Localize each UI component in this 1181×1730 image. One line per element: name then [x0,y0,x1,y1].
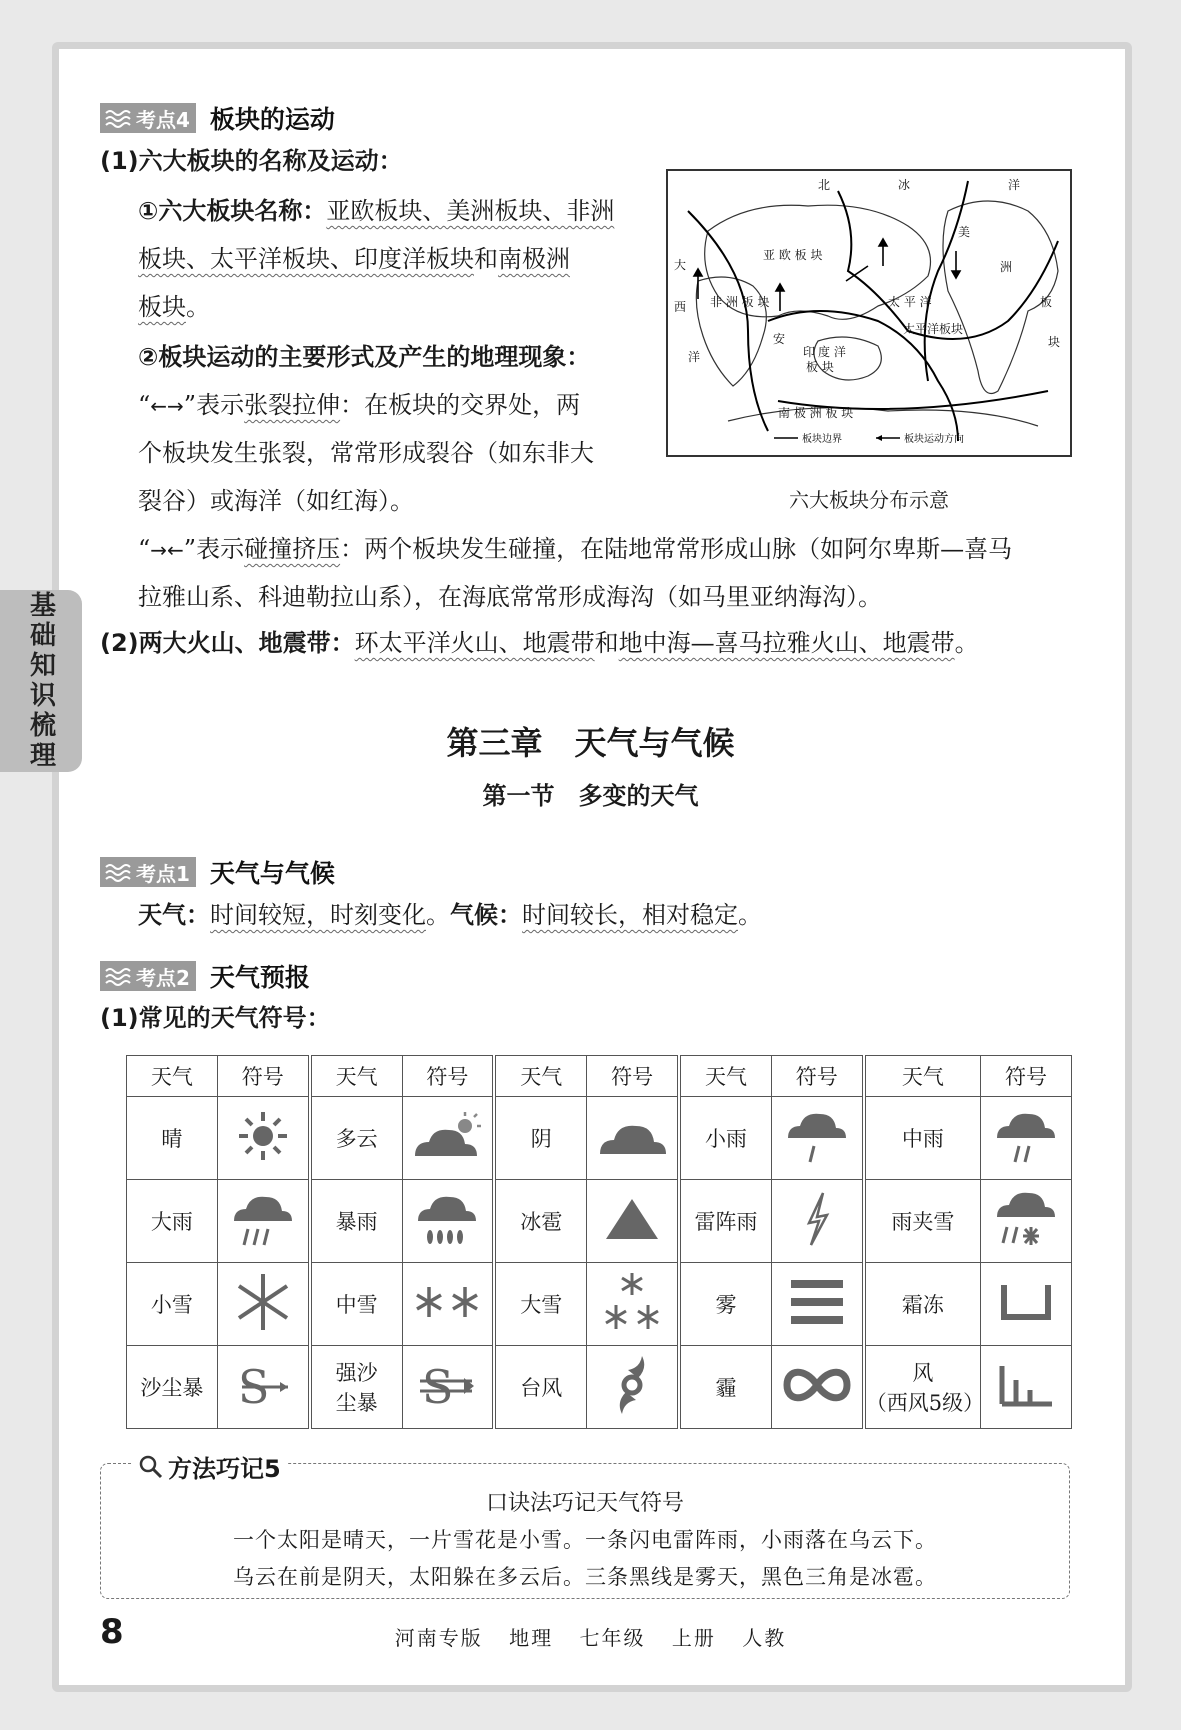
svg-text:S: S [237,1359,270,1414]
sunny-icon [217,1097,309,1180]
wind-icon [981,1346,1072,1429]
q2-line: (2)两大火山、地震带：环太平洋火山、地震带和地中海—喜马拉雅火山、地震带。 [100,629,979,657]
collide-line-1: “→←”表示碰撞挤压：两个板块发生碰撞，在陆地常常形成山脉（如阿尔卑斯—喜马 [138,535,1013,563]
map-label-africa: 非 洲 板 块 [710,295,770,309]
typhoon-icon [587,1346,679,1429]
map-label-du: 度 洋 [818,345,846,359]
section4-header [100,100,335,136]
chapter-title: 第三章 天气与气候 [446,724,735,762]
map-label-eurasia: 亚 欧 板 块 [763,248,823,262]
sidebar-tab[interactable]: 基础知识梳理 [0,590,82,772]
weather-climate-line: 天气：时间较短，时刻变化。气候：时间较长，相对稳定。 [138,901,762,929]
map-label-da: 大 [674,258,687,272]
collide-line-2: 拉雅山系、科迪勒拉山系），在海底常常形成海沟（如马里亚纳海沟）。 [138,583,882,611]
overcast-icon [587,1097,679,1180]
map-label-yin: 印 [803,345,816,359]
rift-line-3: 裂谷）或海洋（如红海）。 [138,487,414,515]
page-number: 8 [100,1612,124,1652]
thunderstorm-icon [771,1180,863,1263]
map-label-ice: 冰 [898,178,911,192]
plate-motion-heading: ②板块运动的主要形式及产生的地理现象： [138,343,591,371]
moderate-snow-icon [402,1263,494,1346]
plates-line-3: 板块。 [138,293,210,321]
map-label-pacific-a: 太 平 洋 [888,295,932,309]
section4-badge: 考点4 [100,103,196,133]
diverge-arrows-icon: ←→ [150,394,184,418]
table-row: 沙尘暴 S 强沙 尘暴 S 台风 霾 风 （西风5级） [127,1346,1072,1429]
footer: 河南专版 地理 七年级 上册 人教 [394,1626,787,1650]
map-label-an: 安 [773,332,786,346]
weather-symbols-label: (1)常见的天气符号： [100,1004,331,1032]
table-row: 小雪 中雪 大雪 雾 霜冻 [127,1263,1072,1346]
light-rain-icon [771,1097,863,1180]
magnifier-icon [138,1454,164,1480]
table-row: 晴 多云 阴 小雨 中雨 [127,1097,1072,1180]
waves-icon [104,108,132,128]
hail-icon [587,1180,679,1263]
method-line-2: 乌云在前是阴天，太阳躲在多云后。三条黑线是雾天，黑色三角是冰雹。 [233,1565,937,1589]
map-label-yang: 洋 [688,350,701,364]
map-legend-boundary: 板块边界 [802,434,842,445]
heavy-snow-icon [587,1263,679,1346]
converge-arrows-icon: →← [150,538,184,562]
section-title: 第一节 多变的天气 [482,782,699,810]
table-header-row: 天气 符号 天气 符号 天气 符号 天气 符号 天气 符号 [127,1056,1072,1097]
map-label-kuai: 块 [1048,335,1061,349]
haze-icon [771,1346,863,1429]
severe-sandstorm-icon [402,1346,494,1429]
waves-icon [104,966,132,986]
q1-label: (1)六大板块的名称及运动： [100,147,403,175]
plates-line-1: ①六大板块名称：亚欧板块、美洲板块、非洲 [138,197,615,225]
section4-title: 板块的运动 [209,105,335,134]
waves-icon [104,862,132,882]
map-label-yd-plate: 板 块 [806,360,834,374]
map-legend-motion: 板块运动方向 [904,434,964,445]
cloudy-icon [402,1097,494,1180]
heavy-rain-icon [217,1180,309,1263]
map-label-north: 北 [818,178,831,192]
section2-header [100,958,310,994]
section2-title: 天气预报 [209,963,310,992]
section1-header [100,854,335,890]
frost-icon [981,1263,1072,1346]
fog-icon [771,1263,863,1346]
method-subtitle: 口诀法巧记天气符号 [485,1491,684,1516]
map-caption: 六大板块分布示意 [789,488,949,512]
section1-badge: 考点1 [100,857,196,887]
svg-text:S: S [422,1359,454,1414]
weather-symbol-table [126,1055,1072,1429]
section1-title: 天气与气候 [209,859,335,888]
rift-line-2: 个板块发生张裂，常常形成裂谷（如东非大 [138,439,594,467]
map-label-xi: 西 [674,300,687,314]
map-label-pacific-b: 太平洋板块 [903,322,964,336]
moderate-rain-icon [981,1097,1072,1180]
section2-badge: 考点2 [100,961,196,991]
map-label-ocean-top: 洋 [1008,178,1021,192]
method-header: 方法巧记5 [132,1449,287,1484]
map-label-antarctic: 南 极 洲 板 块 [778,406,854,420]
rift-line-1: “←→”表示张裂拉伸：在板块的交界处，两 [138,391,581,419]
plates-line-2: 板块、太平洋板块、印度洋板块和南极洲 [138,245,570,273]
sleet-icon [981,1180,1072,1263]
table-row: 大雨 暴雨 冰雹 雷阵雨 雨夹雪 [127,1180,1072,1263]
method-line-1: 一个太阳是晴天，一片雪花是小雪。一条闪电雷阵雨，小雨落在乌云下。 [233,1528,937,1552]
light-snow-icon [217,1263,309,1346]
map-label-mei: 美 [958,225,971,239]
map-label-ban: 板 [1040,295,1053,309]
rainstorm-icon [402,1180,494,1263]
plate-map-svg [668,171,1070,455]
plate-map [666,169,1072,457]
sandstorm-icon [217,1346,309,1429]
map-label-zhou: 洲 [1000,260,1013,274]
